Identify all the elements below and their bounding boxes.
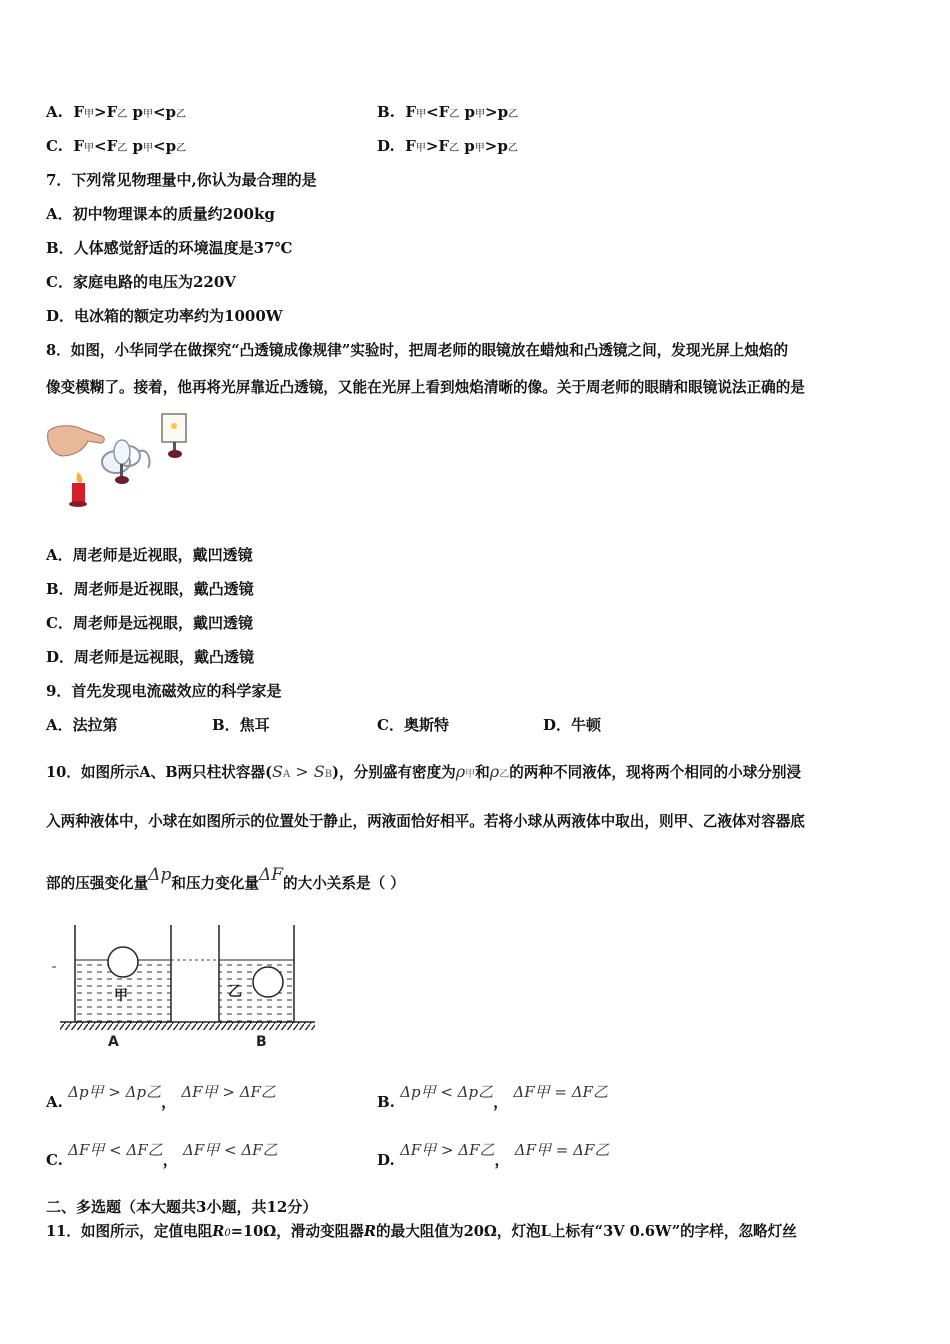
liquid-yi-label: 乙 — [228, 984, 242, 1000]
container-b-label: B — [256, 1034, 267, 1050]
q7-option-a: A．初中物理课本的质量约200kg — [46, 205, 275, 223]
candle-flame — [77, 472, 83, 483]
q11-stem: 11．如图所示，定值电阻R0=10Ω，滑动变阻器R的最大阻值为20Ω，灯泡L上标有“3V 0.6W”的字样，忽略灯丝 — [46, 1223, 797, 1240]
ball-a — [108, 947, 138, 977]
q10-option-a: A. Δp甲 > Δp乙， ΔF甲 > ΔF乙 — [46, 1083, 276, 1111]
q8-option-a: A．周老师是近视眼，戴凹透镜 — [46, 546, 253, 564]
q10-stem-line2: 入两种液体中，小球在如图所示的位置处于静止，两液面恰好相平。若将小球从两液体中取出，则甲、乙液体对容器底 — [46, 813, 805, 830]
q6-option-d: D. F甲>F乙 p甲>p乙 — [377, 137, 518, 155]
q7-option-c: C．家庭电路的电压为220V — [46, 273, 236, 291]
q6-option-a: A. F甲>F乙 p甲<p乙 — [46, 103, 187, 121]
q10-option-b: B. Δp甲 < Δp乙， ΔF甲 = ΔF乙 — [377, 1083, 608, 1111]
q7-option-d: D．电冰箱的额定功率约为1000W — [46, 307, 283, 325]
q8-option-c: C．周老师是远视眼，戴凹透镜 — [46, 614, 253, 632]
q9-option-b: B．焦耳 — [212, 716, 270, 734]
q9-option-d: D．牛顿 — [543, 716, 602, 734]
q10-stem-line1: 10．如图所示A、B两只柱状容器(SA > SB)，分别盛有密度为ρ甲和ρ乙的两种不同液体，现将两个相同的小球分别浸 — [46, 762, 802, 781]
q8-stem-line2: 像变模糊了。接着，他再将光屏靠近凸透镜，又能在光屏上看到烛焰清晰的像。关于周老师的眼睛和眼镜说法正确的是 — [46, 379, 805, 396]
q6-option-c: C. F甲<F乙 p甲<p乙 — [46, 137, 187, 155]
section-2-title: 二、多选题（本大题共3小题，共12分） — [46, 1198, 318, 1216]
hand-shape — [48, 426, 105, 456]
q10-containers-figure — [46, 920, 321, 1055]
q8-stem-line1: 8．如图，小华同学在做探究“凸透镜成像规律”实验时，把周老师的眼镜放在蜡烛和凸透镜之间，发现光屏上烛焰的 — [46, 342, 789, 359]
q10-stem-line3: 部的压强变化量Δp和压力变化量ΔF的大小关系是（ ） — [46, 865, 405, 892]
q7-stem: 7．下列常见物理量中,你认为最合理的是 — [46, 171, 317, 189]
q10-option-c: C. ΔF甲 < ΔF乙， ΔF甲 < ΔF乙 — [46, 1141, 278, 1169]
q8-option-b: B．周老师是近视眼，戴凸透镜 — [46, 580, 254, 598]
q9-stem: 9．首先发现电流磁效应的科学家是 — [46, 682, 282, 700]
container-a-label: A — [108, 1034, 119, 1050]
ball-b — [253, 967, 283, 997]
q10-option-d: D. ΔF甲 > ΔF乙， ΔF甲 = ΔF乙 — [377, 1141, 610, 1169]
convex-lens — [114, 440, 130, 464]
q8-lens-experiment-figure — [44, 410, 196, 510]
q9-option-a: A．法拉第 — [46, 716, 118, 734]
q8-option-d: D．周老师是远视眼，戴凸透镜 — [46, 648, 255, 666]
candle — [72, 483, 85, 503]
q7-option-b: B．人体感觉舒适的环境温度是37℃ — [46, 239, 293, 257]
q6-option-b: B. F甲<F乙 p甲>p乙 — [377, 103, 519, 121]
q9-option-c: C．奥斯特 — [377, 716, 449, 734]
liquid-jia-label: 甲 — [114, 988, 128, 1004]
